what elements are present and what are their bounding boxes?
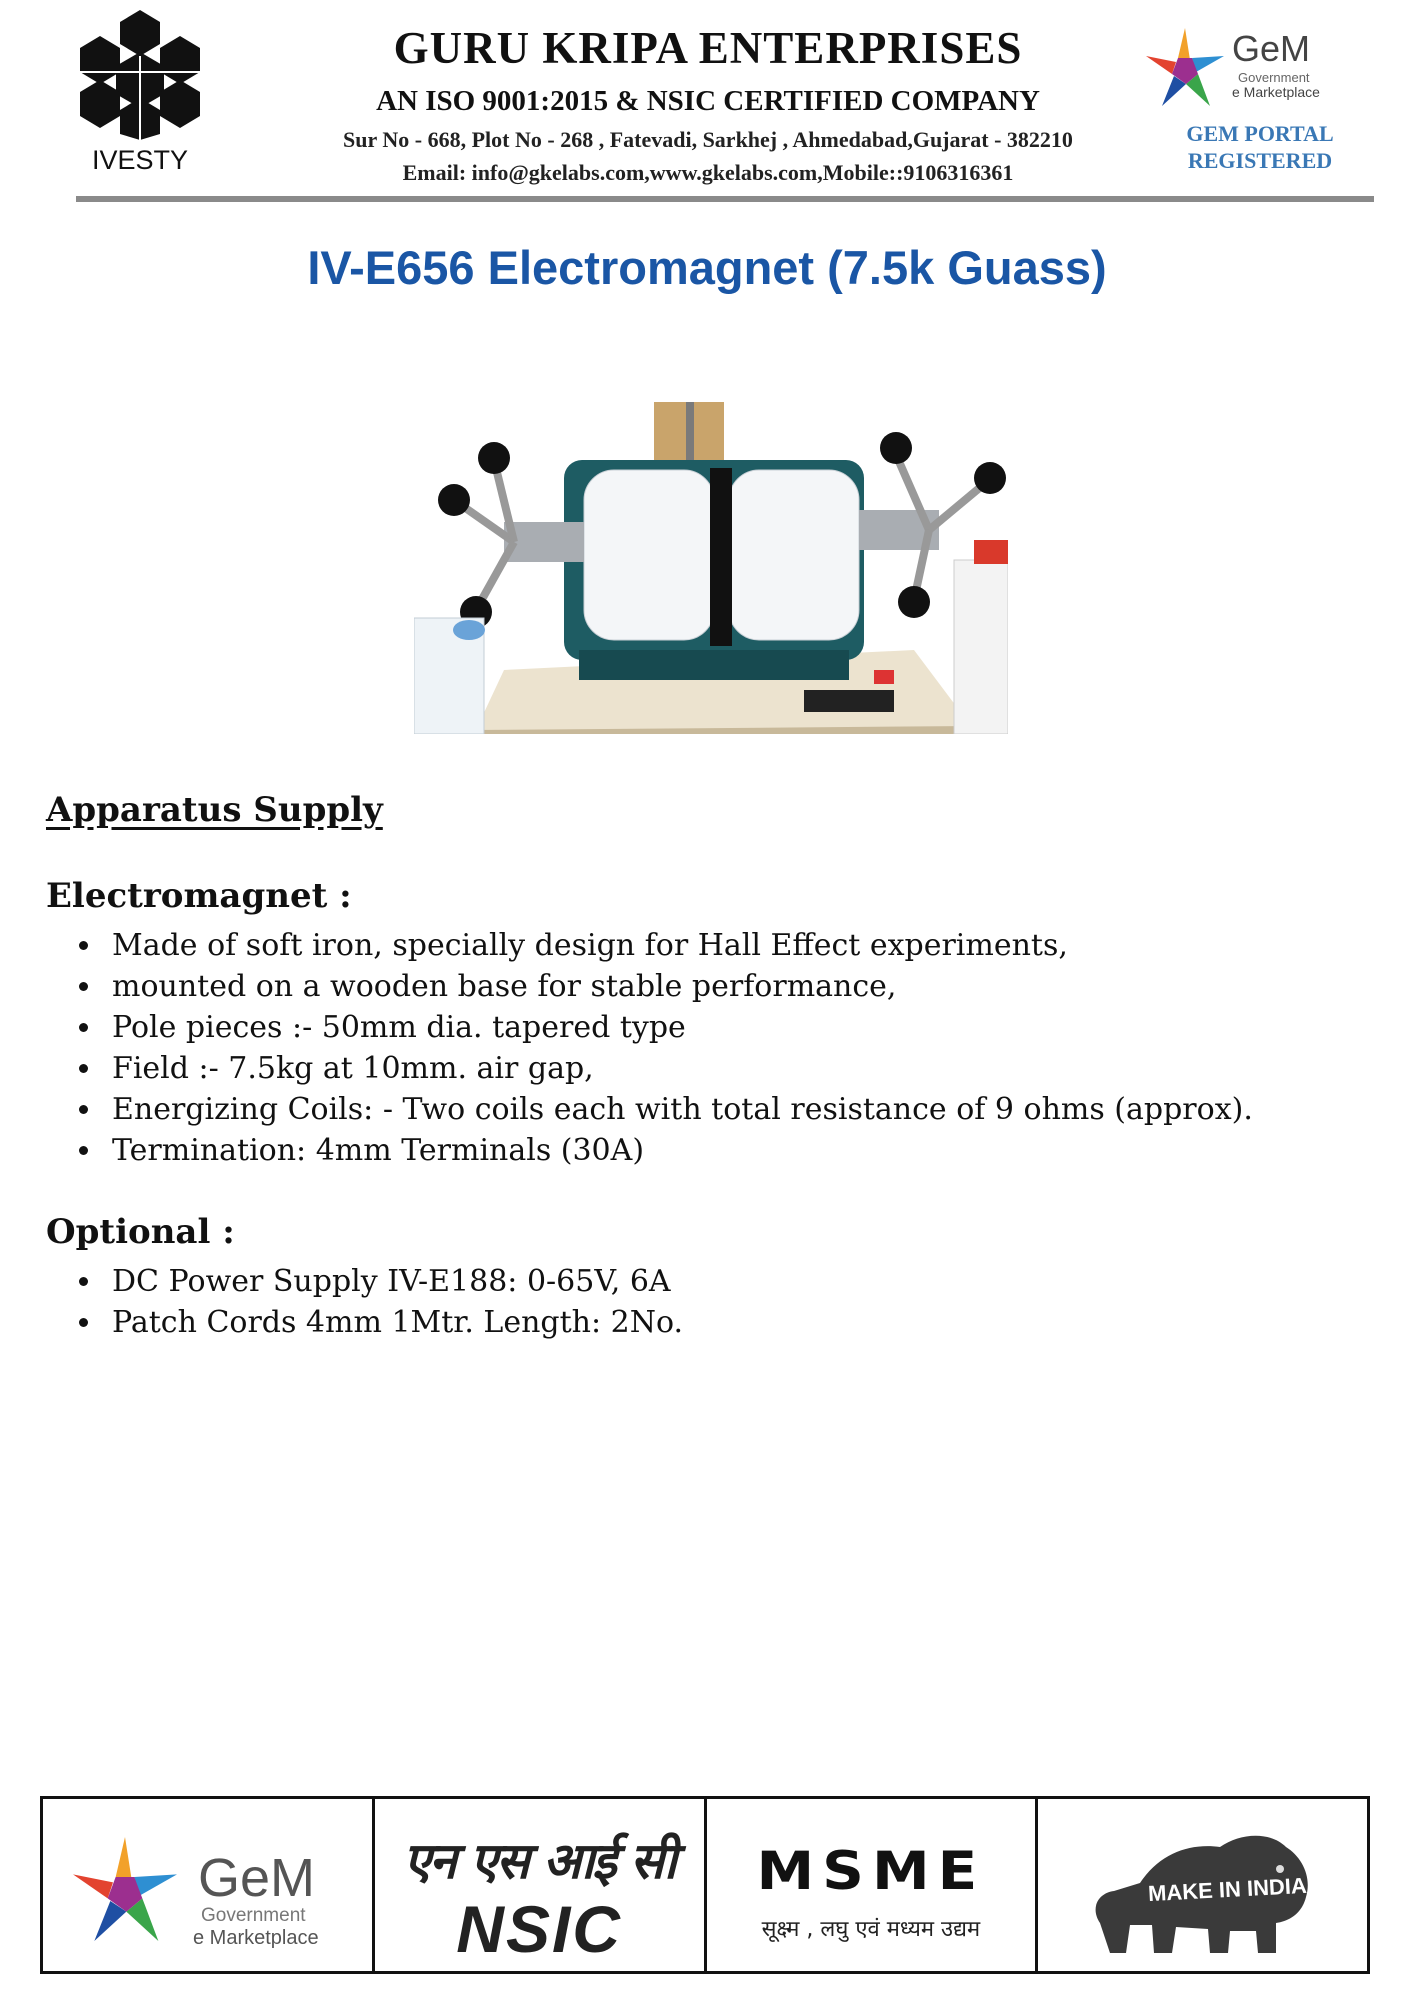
optional-list [74, 1261, 683, 1343]
footer-nsic-logo [375, 1799, 707, 1971]
product-title: IV-E656 Electromagnet (7.5k Guass) [307, 241, 1107, 294]
product-image [414, 400, 1008, 734]
list-item: Made of soft iron, specially design for Hall Effect experiments, [74, 925, 1253, 966]
gem-logo-header [1140, 22, 1360, 112]
company-name: GURU KRIPA ENTERPRISES [393, 23, 1023, 73]
nsic-english-text: NSIC [456, 1892, 622, 1966]
gem-star-icon [1140, 22, 1230, 112]
ivesty-cube-icon [78, 10, 202, 140]
ivesty-brand-text: IVESTY [91, 145, 189, 175]
footer-gem-marketplace: e Marketplace [193, 1927, 319, 1949]
gem-portal-registered [1160, 120, 1360, 174]
section-heading: Apparatus Supply [46, 790, 383, 830]
list-item: Patch Cords 4mm 1Mtr. Length: 2No. [74, 1302, 683, 1343]
footer-msme-logo [707, 1799, 1039, 1971]
company-header [248, 20, 1168, 188]
optional-heading: Optional : [46, 1212, 235, 1252]
footer-gem-government: Government [201, 1905, 306, 1926]
footer-logos [40, 1796, 1370, 1974]
gem-government: Government [1238, 70, 1310, 85]
gem-word: GeM [1232, 28, 1311, 69]
list-item: Pole pieces :- 50mm dia. tapered type [74, 1007, 1253, 1048]
company-address: Sur No - 668, Plot No - 268 , Fatevadi, Sarkhej , Ahmedabad,Gujarat - 382210 [343, 127, 1073, 152]
nsic-hindi-text: एन एस आई सी [403, 1832, 675, 1890]
list-item: mounted on a wooden base for stable performance, [74, 966, 1253, 1007]
footer-make-in-india-logo [1038, 1799, 1367, 1971]
list-item: Energizing Coils: - Two coils each with total resistance of 9 ohms (approx). [74, 1089, 1253, 1130]
gem-portal-line1: GEM PORTAL [1186, 121, 1334, 146]
footer-gem-word: GeM [198, 1848, 316, 1908]
msme-hindi-text: सूक्ष्म , लघु एवं मध्यम उद्यम [761, 1917, 981, 1942]
list-item: Field :- 7.5kg at 10mm. air gap, [74, 1048, 1253, 1089]
gem-star-icon [65, 1829, 185, 1949]
certification-line: AN ISO 9001:2015 & NSIC CERTIFIED COMPANY [376, 85, 1040, 117]
footer-gem-logo [43, 1799, 375, 1971]
gem-portal-line2: REGISTERED [1187, 148, 1333, 173]
msme-english-text: MSME [756, 1840, 986, 1902]
header-divider [76, 196, 1374, 202]
list-item: DC Power Supply IV-E188: 0-65V, 6A [74, 1261, 683, 1302]
electromagnet-illustration [414, 400, 1008, 734]
electromagnet-heading: Electromagnet : [46, 876, 352, 916]
make-in-india-text: MAKE IN INDIA [1147, 1872, 1308, 1907]
ivesty-logo [78, 10, 202, 180]
company-contact: Email: info@gkelabs.com,www.gkelabs.com,Mobile::9106316361 [402, 160, 1014, 185]
gem-marketplace: e Marketplace [1232, 84, 1320, 100]
electromagnet-list [74, 925, 1253, 1171]
list-item: Termination: 4mm Terminals (30A) [74, 1130, 1253, 1171]
